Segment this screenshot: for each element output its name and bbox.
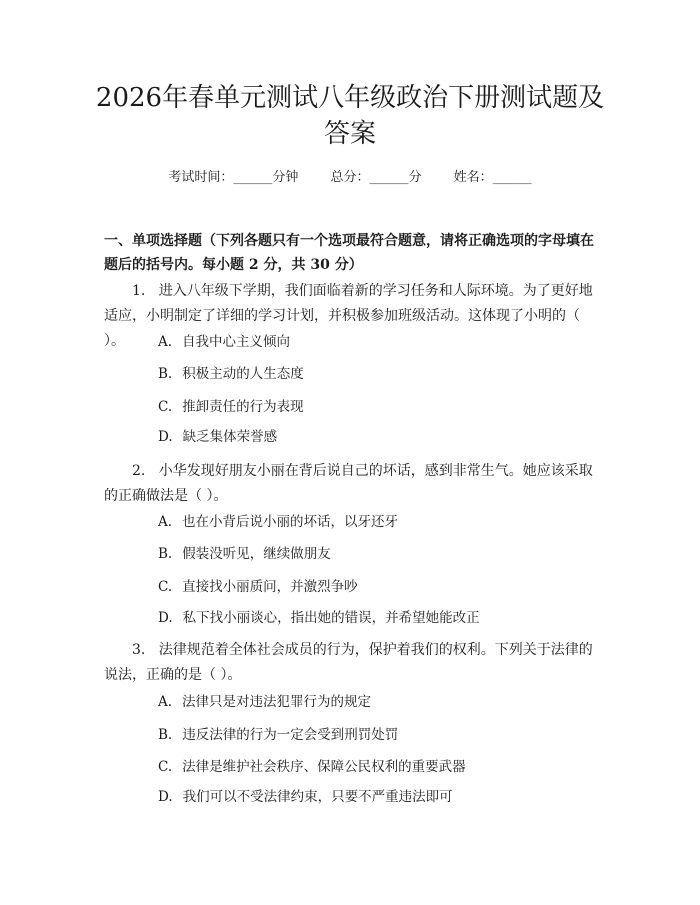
option-2a: A. 也在小背后说小丽的坏话，以牙还牙 — [158, 514, 399, 530]
option-2d: D. 私下找小丽谈心，指出她的错误，并希望她能改正 — [158, 610, 480, 626]
option-2b: B. 假装没听见，继续做朋友 — [158, 546, 331, 562]
option-3b: B. 违反法律的行为一定会受到刑罚处罚 — [158, 727, 399, 743]
question-2 — [104, 459, 604, 509]
question-number: 3. — [132, 642, 146, 658]
option-2c: C. 直接找小丽质问，并激烈争吵 — [158, 579, 358, 595]
option-1a: A. 自我中心主义倾向 — [158, 334, 291, 350]
question-number: 2. — [132, 463, 146, 479]
option-1b: B. 积极主动的人生态度 — [158, 366, 304, 382]
document-title — [60, 80, 640, 152]
question-text: 进入八年级下学期，我们面临着新的学习任务和人际环境。为了更好地适应，小明制定了详细的学习计划，并积极参加班级活动。这体现了小明的（ ）。 — [104, 283, 593, 349]
question-3 — [104, 638, 604, 688]
option-1d: D. 缺乏集体荣誉感 — [158, 429, 278, 445]
title-line-2: 答案 — [323, 119, 376, 149]
exam-meta — [0, 168, 700, 188]
total-score-field: 总分：______分 — [330, 170, 422, 185]
exam-time-field: 考试时间：______分钟 — [168, 170, 299, 185]
section-heading: 一、单项选择题（下列各题只有一个选项最符合题意，请将正确选项的字母填在题后的括号内。每小题 2 分，共 30 分） — [104, 233, 594, 273]
question-text: 小华发现好朋友小丽在背后说自己的坏话，感到非常生气。她应该采取的正确做法是（ ）。 — [104, 463, 593, 504]
question-text: 法律规范着全体社会成员的行为，保护着我们的权利。下列关于法律的说法，正确的是（ ）。 — [104, 642, 593, 683]
option-1c: C. 推卸责任的行为表现 — [158, 399, 304, 415]
name-field: 姓名：______ — [453, 170, 532, 185]
option-3c: C. 法律是维护社会秩序、保障公民权利的重要武器 — [158, 759, 466, 775]
question-number: 1. — [132, 283, 146, 299]
option-3a: A. 法律只是对违法犯罪行为的规定 — [158, 694, 372, 710]
option-3d: D. 我们可以不受法律约束，只要不严重违法即可 — [158, 789, 453, 805]
title-line-1: 2026年春单元测试八年级政治下册测试题及 — [95, 83, 605, 113]
